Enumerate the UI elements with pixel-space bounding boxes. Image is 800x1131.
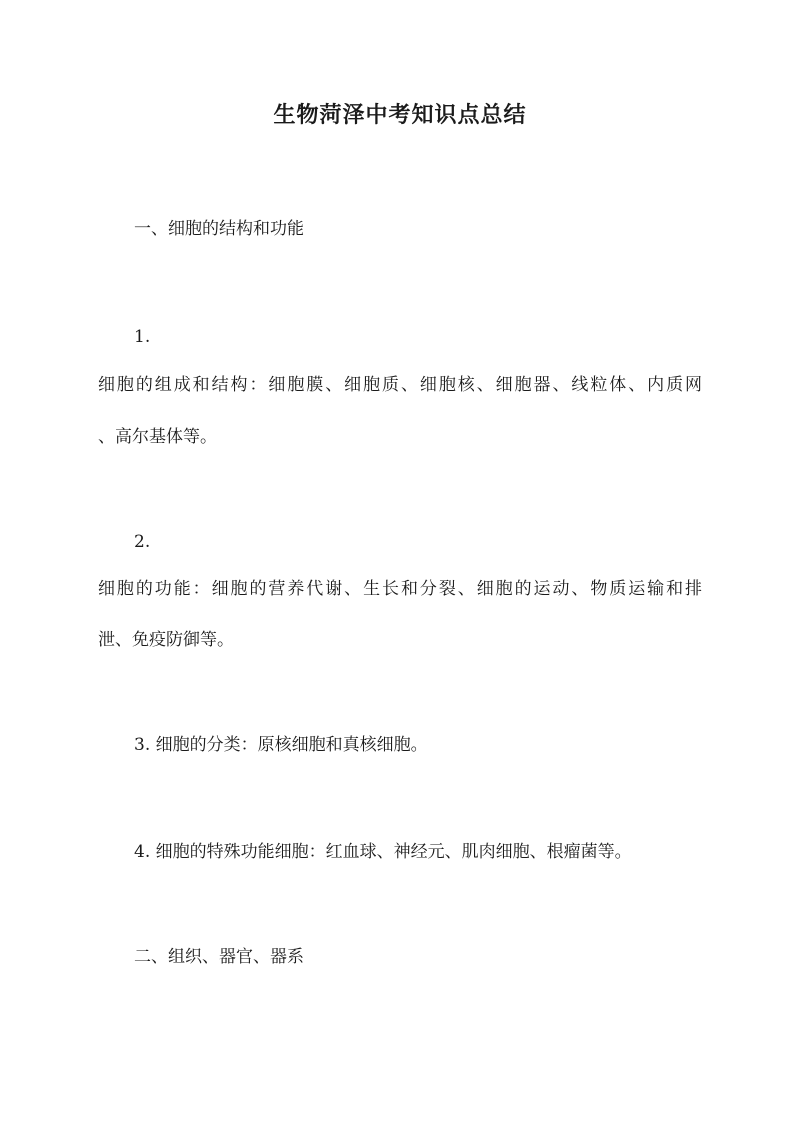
item-1-text-line-1: 细胞的组成和结构：细胞膜、细胞质、细胞核、细胞器、线粒体、内质网 [98,375,702,395]
section-heading-2: 二、组织、器官、器系 [134,947,304,967]
item-1-number: 1. [134,327,151,347]
item-1-text-line-2: 、高尔基体等。 [98,427,217,447]
item-2-text-line-2: 泄、免疫防御等。 [98,630,234,650]
item-2-text-line-1: 细胞的功能：细胞的营养代谢、生长和分裂、细胞的运动、物质运输和排 [98,579,702,599]
item-3: 3. 细胞的分类：原核细胞和真核细胞。 [134,735,428,755]
document-title: 生物菏泽中考知识点总结 [273,102,527,128]
section-heading-1: 一、细胞的结构和功能 [134,219,304,239]
item-2-number: 2. [134,532,151,552]
item-4: 4. 细胞的特殊功能细胞：红血球、神经元、肌肉细胞、根瘤菌等。 [134,842,632,862]
